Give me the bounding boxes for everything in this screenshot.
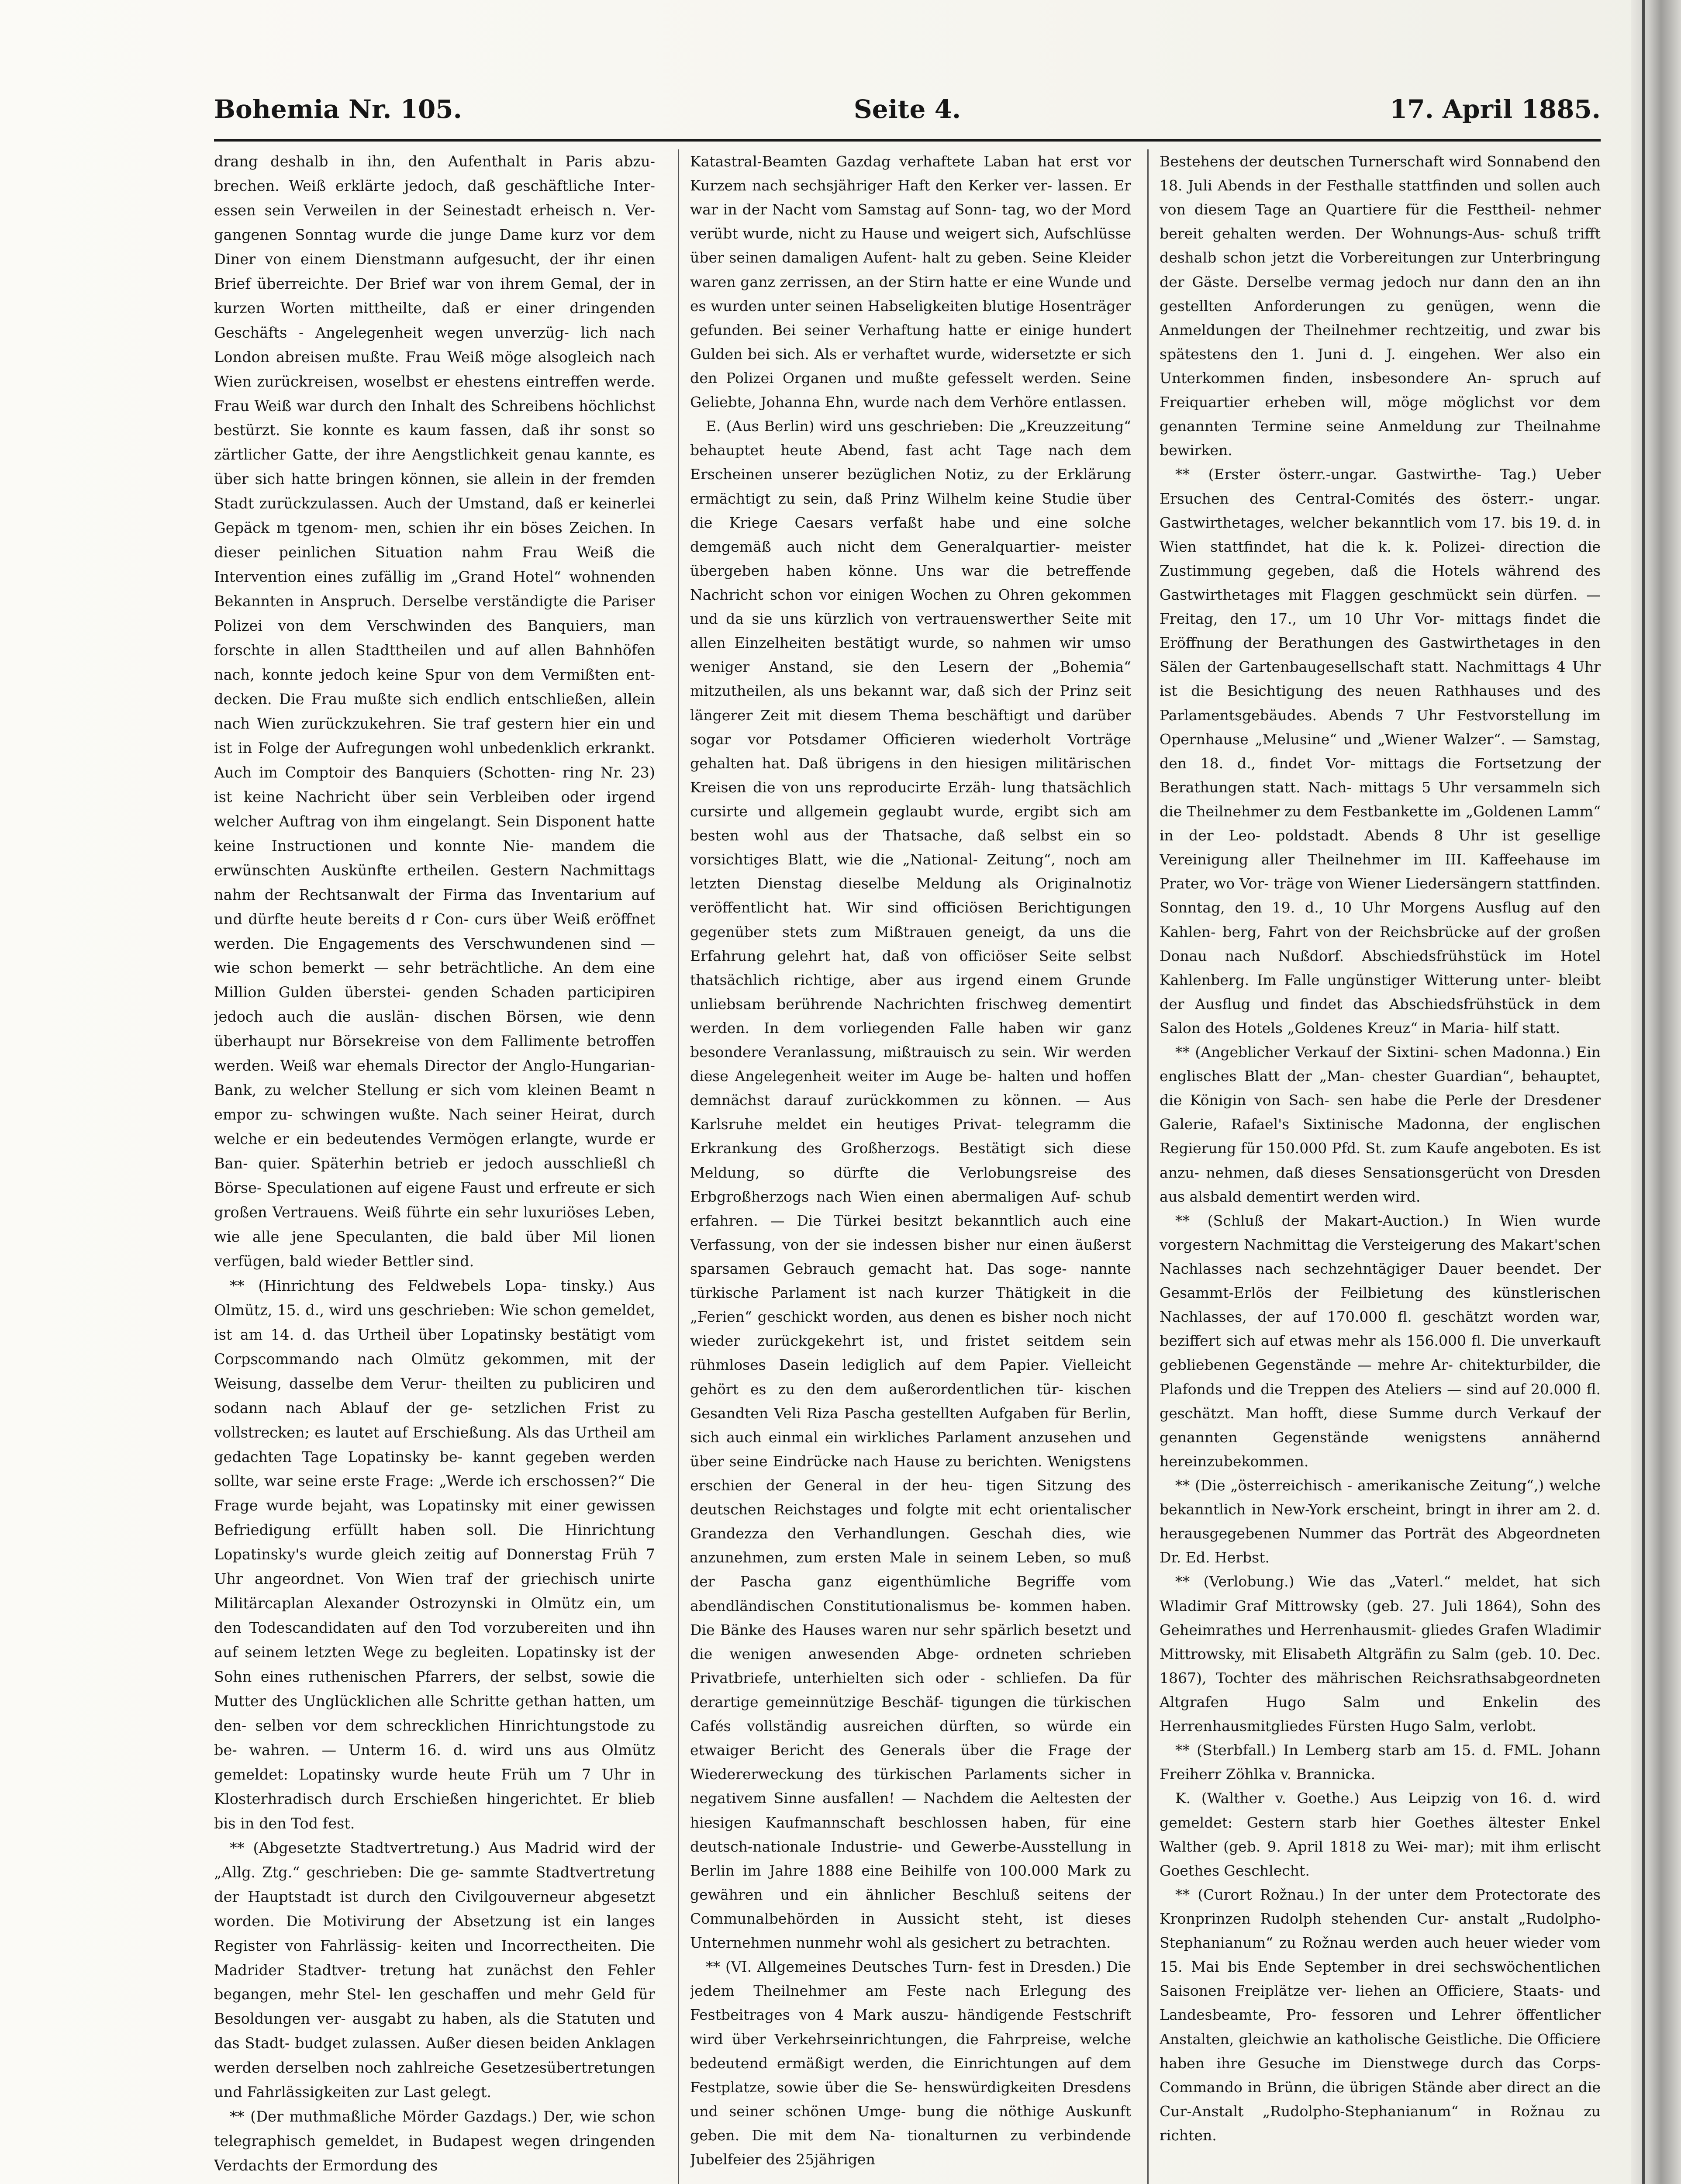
- binding-shadow-line: [1642, 0, 1645, 2184]
- article-gazdag: ** (Der muthmaßliche Mörder Gazdags.) Der, wie schon telegraphisch gemeldet, in Budapest wegen dringenden Verdachts der Ermordung des: [214, 2108, 655, 2174]
- article-makart: ** (Schluß der Makart-Auction.) In Wien wurde vorgestern Nachmittag die Versteigerung des Makart'schen Nachlasses nach sechzehntägiger Dauer beendet. Der Gesammt-Erlös der Feilbietung des künstlerischen Nachlasses, der auf 170.000 fl. geschätzt worden war, beziffert sich auf etwas mehr als 156.000 fl. Die unverkauft gebliebenen Gegenstände — mehre Ar- chitekturbilder, die Plafonds und die Treppen des Ateliers — sind auf 20.000 fl. geschätzt. Man hofft, diese Summe durch Verkauf der genannten Gegenstände wenigstens annähernd hereinzubekommen.: [1160, 1212, 1601, 1470]
- article-zeitung: ** (Die „österreichisch - amerikanische Zeitung“,) welche bekanntlich in New-York erscheint, bringt in ihrer am 2. d. herausgegebenen Nummer das Porträt des Abgeordneten Dr. Ed. Herbst.: [1160, 1477, 1601, 1566]
- masthead-issue: Bohemia Nr. 105.: [214, 94, 462, 124]
- header-rule: [214, 139, 1601, 142]
- article-lopatinsky: ** (Hinrichtung des Feldwebels Lopa- tinsky.) Aus Olmütz, 15. d., wird uns geschrieben: Wie schon gemeldet, ist am 14. d. das Urtheil über Lopatinsky bestätigt vom Corpscommando nach Olmütz gekommen, mit der Weisung, dasselbe dem Verur- theilten zu publiciren und sodann nach Ablauf der ge- setzlichen Frist zu vollstrecken; es lautet auf Erschießung. Als das Urtheil am gedachten Tage Lopatinsky be- kannt gegeben werden sollte, war seine erste Frage: „Werde ich erschossen?“ Die Frage wurde bejaht, was Lopatinsky mit einer gewissen Befriedigung erfüllt haben soll. Die Hinrichtung Lopatinsky's wurde gleich zeitig auf Donnerstag Früh 7 Uhr angeordnet. Von Wien traf der griechisch unirte Militärcaplan Alexander Ostrozynski in Olmütz ein, um den Todescandidaten auf den Tod vorzubereiten und ihn auf seinem letzten Wege zu begleiten. Lopatinsky ist der Sohn eines ruthenischen Pfarrers, der selbst, sowie die Mutter des Unglücklichen alle Schritte gethan hatten, um den- selben vor dem schrecklichen Hinrichtungstode zu be- wahren. — Unterm 16. d. wird uns aus Olmütz gemeldet: Lopatinsky wurde heute Früh um 7 Uhr in Klosterhradisch durch Erschießen hingerichtet. Er blieb bis in den Tod fest.: [214, 1277, 655, 1832]
- column-1: [214, 149, 655, 2184]
- page-header: [214, 91, 1601, 130]
- article-madonna: ** (Angeblicher Verkauf der Sixtini- schen Madonna.) Ein englisches Blatt der „Man- chester Guardian“, behauptet, die Königin von Sach- sen habe die Perle der Dresdener Galerie, Rafael's Sixtinische Madonna, der englischen Regierung für 150.000 Pfd. St. zum Kaufe angeboten. Es ist anzu- nehmen, daß dieses Sensationsgerücht von Dresden aus alsbald dementirt werden wird.: [1160, 1044, 1601, 1205]
- article-verlobung: ** (Verlobung.) Wie das „Vaterl.“ meldet, hat sich Wladimir Graf Mittrowsky (geb. 27. Juli 1864), Sohn des Geheimrathes und Herrenhausmit- gliedes Grafen Wladimir Mittrowsky, mit Elisabeth Altgräfin zu Salm (geb. 10. Dec. 1867), Tochter des mährischen Reichsrathsabgeordneten Altgrafen Hugo Salm und Enkelin des Herrenhausmitgliedes Fürsten Hugo Salm, verlobt.: [1160, 1573, 1601, 1735]
- article-paragraph: Katastral-Beamten Gazdag verhaftete Laban hat erst vor Kurzem nach sechsjähriger Haft den Kerker ver- lassen. Er war in der Nacht vom Samstag auf Sonn- tag, wo der Mord verübt wurde, nicht zu Hause und weigert sich, Aufschlüsse über seinen damaligen Aufent- halt zu geben. Seine Kleider waren ganz zerrissen, an der Stirn hatte er eine Wunde und es wurden unter seinen Habseligkeiten blutige Hosenträger gefunden. Bei seiner Verhaftung hatte er einige hundert Gulden bei sich. Als er verhaftet wurde, widersetzte er sich den Polizei Organen und mußte gefesselt werden. Seine Geliebte, Johanna Ehn, wurde nach dem Verhöre entlassen.: [690, 153, 1131, 411]
- page-number: Seite 4.: [853, 94, 961, 124]
- column-3: [1160, 149, 1601, 2184]
- column-divider: [678, 149, 679, 2184]
- article-sterbfall: ** (Sterbfall.) In Lemberg starb am 15. d. FML. Johann Freiherr Zöhlka v. Brannicka.: [1160, 1742, 1601, 1783]
- column-2: [690, 149, 1131, 2184]
- article-paragraph: drang deshalb in ihn, den Aufenthalt in Paris abzu- brechen. Weiß erklärte jedoch, daß geschäftliche Inter- essen sein Verweilen in der Seinestadt erheisch n. Ver- gangenen Sonntag wurde die junge Dame kurz vor dem Diner von einem Dienstmann aufgesucht, der ihr einen Brief überreichte. Der Brief war von ihrem Gemal, der in kurzen Worten mittheilte, daß er einer dringenden Geschäfts - Angelegenheit wegen unverzüg- lich nach London abreisen mußte. Frau Weiß möge alsogleich nach Wien zurückreisen, woselbst er ehestens eintreffen werde. Frau Weiß war durch den Inhalt des Schreibens höchlichst bestürzt. Sie konnte es kaum fassen, daß ihr sonst so zärtlicher Gatte, der ihre Aengstlichkeit genau kannte, es über sich hatte bringen können, sie allein in der fremden Stadt zurückzulassen. Auch der Umstand, daß er keinerlei Gepäck m tgenom- men, schien ihr ein böses Zeichen. In dieser peinlichen Situation nahm Frau Weiß die Intervention eines zufällig im „Grand Hotel“ wohnenden Bekannten in Anspruch. Derselbe verständigte die Pariser Polizei von dem Verschwinden des Banquiers, man forschte in allen Stadttheilen und auf allen Bahnhöfen nach, konnte jedoch keine Spur von dem Vermißten ent- decken. Die Frau mußte sich endlich entschließen, allein nach Wien zurückzukehren. Sie traf gestern hier ein und ist in Folge der Aufregungen wohl unbedenklich erkrankt. Auch im Comptoir des Banquiers (Schotten- ring Nr. 23) ist keine Nachricht über sein Verbleiben oder irgend welcher Auftrag von ihm eingelangt. Sein Disponent hatte keine Instructionen und konnte Nie- mandem die erwünschten Auskünfte ertheilen. Gestern Nachmittags nahm der Rechtsanwalt der Firma das Inventarium auf und dürfte heute bereits d r Con- curs über Weiß eröffnet werden. Die Engagements des Verschwundenen sind — wie schon bemerkt — sehr beträchtliche. An dem eine Million Gulden überstei- genden Schaden participiren jedoch auch die auslän- dischen Börsen, wie denn überhaupt nur Börsekreise von dem Fallimente betroffen werden. Weiß war ehemals Director der Anglo-Hungarian-Bank, zu welcher Stellung er sich vom kleinen Beamt n empor zu- schwingen wußte. Nach seiner Heirat, durch welche er ein bedeutendes Vermögen erlangte, wurde er Ban- quier. Späterhin betrieb er jedoch ausschließl ch Börse- Speculationen auf eigene Faust und erfreute er sich großen Vertrauens. Weiß führte ein sehr luxuriöses Leben, wie alle jene Speculanten, die bald über Mil lionen verfügen, bald wieder Bettler sind.: [214, 153, 655, 1270]
- article-stadtvertretung: ** (Abgesetzte Stadtvertretung.) Aus Madrid wird der „Allg. Ztg.“ geschrieben: Die ge- sammte Stadtvertretung der Hauptstadt ist durch den Civilgouverneur abgesetzt worden. Die Motivirung der Absetzung ist ein langes Register von Fahrlässig- keiten und Incorrectheiten. Die Madrider Stadtver- tretung hat zunächst den Fehler begangen, mehr Stel- len geschaffen und mehr Geld für Besoldungen ver- ausgabt zu haben, als die Statuten und das Stadt- budget zulassen. Außer diesen beiden Anklagen werden derselben noch zahlreiche Gesetzesübertretungen und Fahrlässigkeiten zur Last gelegt.: [214, 1839, 655, 2101]
- article-turnfest: ** (VI. Allgemeines Deutsches Turn- fest in Dresden.) Die jedem Theilnehmer am Feste nach Erlegung des Festbeitrages von 4 Mark auszu- händigende Festschrift wird über Verkehrseinrichtungen, die Fahrpreise, welche bedeutend ermäßigt werden, die Einrichtungen auf dem Festplatze, sowie über die Se- henswürdigkeiten Dresdens und seiner schönen Umge- bung die nöthige Auskunft geben. Die mit dem Na- tionalturnen zu verbindende Jubelfeier des 25jährigen: [690, 1958, 1131, 2168]
- article-gastwirthetag: ** (Erster österr.-ungar. Gastwirthe- Tag.) Ueber Ersuchen des Central-Comités des österr.- ungar. Gastwirthetages, welcher bekanntlich vom 17. bis 19. d. in Wien stattfindet, hat die k. k. Polizei- direction die Zustimmung gegeben, daß die Hotels während des Gastwirthetages mit Flaggen geschmückt sein dürfen. — Freitag, den 17., um 10 Uhr Vor- mittags findet die Eröffnung der Berathungen des Gastwirthetages in den Sälen der Gartenbaugesellschaft statt. Nachmittags 4 Uhr ist die Besichtigung des neuen Rathhauses und des Parlamentsgebäudes. Abends 7 Uhr Festvorstellung im Opernhause „Melusine“ und „Wiener Walzer“. — Samstag, den 18. d., findet Vor- mittags die Fortsetzung der Berathungen statt. Nach- mittags 5 Uhr versammeln sich die Theilnehmer zu dem Festbankette im „Goldenen Lamm“ in der Leo- poldstadt. Abends 8 Uhr ist gesellige Vereinigung aller Theilnehmer im III. Kaffeehause im Prater, wo Vor- träge von Wiener Liedersängern stattfinden. Sonntag, den 19. d., 10 Uhr Morgens Ausflug auf den Kahlen- berg, Fahrt von der Reichsbrücke auf der großen Donau nach Nußdorf. Abschiedsfrühstück im Hotel Kahlenberg. Im Falle ungünstiger Witterung unter- bleibt der Ausflug und findet das Abschiedsfrühstück in dem Salon des Hotels „Goldenes Kreuz“ in Maria- hilf statt.: [1160, 466, 1601, 1037]
- article-goethe: K. (Walther v. Goethe.) Aus Leipzig von 16. d. wird gemeldet: Gestern starb hier Goethes ältester Enkel Walther (geb. 9. April 1818 zu Wei- mar); mit ihm erlischt Goethes Geschlecht.: [1160, 1790, 1601, 1879]
- issue-date: 17. April 1885.: [1389, 94, 1601, 124]
- article-paragraph: Bestehens der deutschen Turnerschaft wird Sonnabend den 18. Juli Abends in der Festhalle stattfinden und sollen auch von diesem Tage an Quartiere für die Festtheil- nehmer bereit gehalten werden. Der Wohnungs-Aus- schuß trifft deshalb schon jetzt die Vorbereitungen zur Unterbringung der Gäste. Derselbe vermag jedoch nur dann den an ihn gestellten Anforderungen zu genügen, wenn die Anmeldungen der Theilnehmer rechtzeitig, und zwar bis spätestens den 1. Juni d. J. eingehen. Wer also ein Unterkommen finden, insbesondere An- spruch auf Freiquartier erheben will, möge möglichst vor dem genannten Termine seine Anmeldung zur Theilnahme bewirken.: [1160, 153, 1601, 459]
- page-binding-edge: [1631, 0, 1681, 2184]
- column-divider: [1147, 149, 1149, 2184]
- article-berlin: E. (Aus Berlin) wird uns geschrieben: Die „Kreuzzeitung“ behauptet heute Abend, fast acht Tage nach dem Erscheinen unserer bezüglichen Notiz, zu der Erklärung ermächtigt zu sein, daß Prinz Wilhelm keine Studie über die Kriege Caesars verfaßt habe und eine solche demgemäß auch nicht dem Generalquartier- meister übergeben haben könne. Uns war die betreffende Nachricht schon vor einigen Wochen zu Ohren gekommen und da sie uns kürzlich von vertrauenswerther Seite mit allen Einzelheiten bestätigt wurde, so nahmen wir umso weniger Anstand, sie den Lesern der „Bohemia“ mitzutheilen, als uns bekannt war, daß sich der Prinz seit längerer Zeit mit diesem Thema beschäftigt und darüber sogar vor Potsdamer Officieren wiederholt Vorträge gehalten hat. Daß übrigens in den hiesigen militärischen Kreisen die von uns reproducirte Erzäh- lung thatsächlich cursirte und allgemein geglaubt wurde, ergibt sich am besten wohl aus der Thatsache, daß selbst ein so vorsichtiges Blatt, wie die „National- Zeitung“, noch am letzten Dienstag dieselbe Meldung als Originalnotiz veröffentlicht hat. Wir sind officiösen Berichtigungen gegenüber stets zum Mißtrauen geneigt, da uns die Erfahrung gelehrt hat, daß von officiöser Seite selbst thatsächlich richtige, aber aus irgend einem Grunde unliebsam berührende Nachrichten frischweg dementirt werden. In dem vorliegenden Falle haben wir ganz besondere Veranlassung, mißtrauisch zu sein. Wir werden diese Angelegenheit weiter im Auge be- halten und hoffen demnächst darauf zurückkommen zu können. — Aus Karlsruhe meldet ein heutiges Privat- telegramm die Erkrankung des Großherzogs. Bestätigt sich diese Meldung, so dürfte die Verlobungsreise des Erbgroßherzogs nach Wien einen abermaligen Auf- schub erfahren. — Die Türkei besitzt bekanntlich auch eine Verfassung, von der sie indessen bisher nur einen äußerst sparsamen Gebrauch gemacht hat. Das soge- nannte türkische Parlament ist nach kurzer Thätigkeit in die „Ferien“ geschickt worden, aus denen es bisher noch nicht wieder zurückgekehrt ist, und fristet seitdem sein rühmloses Dasein lediglich auf dem Papier. Vielleicht gehört es zu den dem außerordentlichen tür- kischen Gesandten Veli Riza Pascha gestellten Aufgaben für Berlin, sich auch einmal ein wirkliches Parlament anzusehen und über seine Eindrücke nach Hause zu berichten. Wenigstens erschien der General in der heu- tigen Sitzung des deutschen Reichstages und folgte mit echt orientalischer Grandezza den Verhandlungen. Geschah dies, wie anzunehmen, zum ersten Male in seinem Leben, so muß der Pascha ganz eigenthümliche Begriffe vom abendländischen Constitutionalismus be- kommen haben. Die Bänke des Hauses waren nur sehr spärlich besetzt und die wenigen anwesenden Abge- ordneten schrieben Privatbriefe, unterhielten sich oder - schliefen. Da für derartige gemeinnützige Beschäf- tigungen die türkischen Cafés vollständig ausreichen dürften, so würde ein etwaiger Bericht des Generals über die Frage der Wiedererweckung des türkischen Parlaments sicher in negativem Sinne ausfallen! — Nachdem die Aeltesten der hiesigen Kaufmannschaft beschlossen haben, für eine deutsch-nationale Industrie- und Gewerbe-Ausstellung in Berlin im Jahre 1888 eine Beihilfe von 100.000 Mark zu gewähren und ein ähnlicher Beschluß seitens der Communalbehörden in Aussicht steht, ist dieses Unternehmen nunmehr wohl als gesichert zu betrachten.: [690, 418, 1131, 1952]
- article-roznau: ** (Curort Rožnau.) In der unter dem Protectorate des Kronprinzen Rudolph stehenden Cur- anstalt „Rudolpho-Stephanianum“ zu Rožnau werden auch heuer wieder vom 15. Mai bis Ende September in drei sechswöchentlichen Saisonen Freiplätze ver- liehen an Officiere, Staats- und Landesbeamte, Pro- fessoren und Lehrer öffentlicher Anstalten, gleichwie an katholische Geistliche. Die Officiere haben ihre Gesuche im Dienstwege durch das Corps-Commando in Brünn, die übrigen Stände aber direct an die Cur-Anstalt „Rudolpho-Stephanianum“ in Rožnau zu richten.: [1160, 1886, 1601, 2144]
